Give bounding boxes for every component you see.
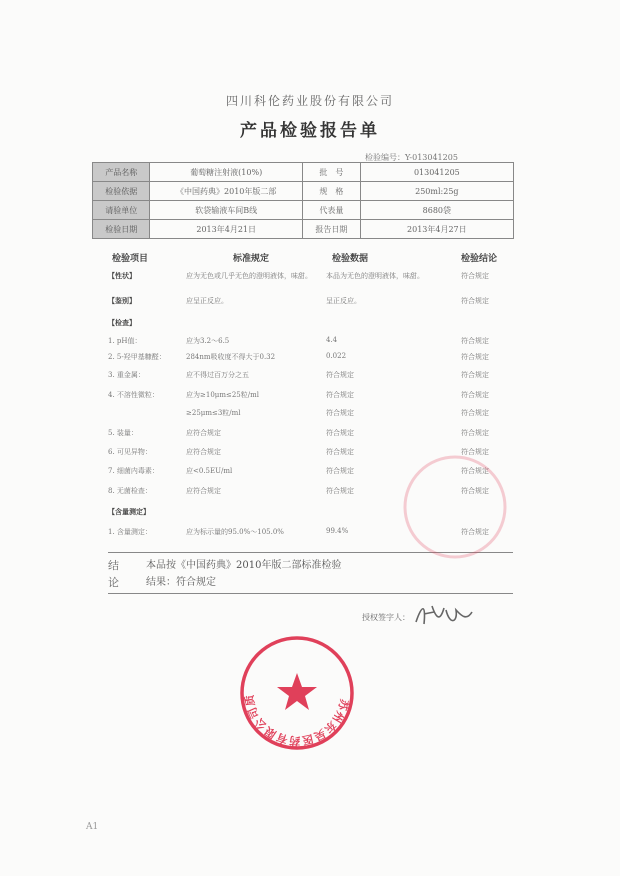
official-seal	[237, 633, 357, 757]
header-item: 检验项目	[112, 254, 149, 264]
result-item: 1. 含量测定：	[108, 528, 152, 536]
result-result: 符合规定	[461, 353, 489, 361]
result-result: 符合规定	[461, 337, 489, 345]
info-value: 软袋输液车间B线	[150, 201, 303, 220]
info-value: 葡萄糖注射液(10%)	[150, 163, 303, 182]
header-result: 检验结论	[461, 254, 498, 264]
result-item: 【性状】	[108, 271, 136, 280]
report-number: 检验编号：Y-013041205	[365, 153, 458, 162]
info-value: 2013年4月21日	[150, 220, 303, 239]
result-standard: 应符合规定	[186, 487, 221, 495]
result-result: 符合规定	[461, 409, 489, 417]
result-item: 5. 装量：	[108, 429, 138, 437]
result-standard: 应呈正反应。	[186, 297, 228, 305]
conclusion-line1: 本品按《中国药典》2010年版二部标准检验	[146, 560, 342, 571]
info-label: 报告日期	[302, 220, 360, 239]
info-value: 《中国药典》2010年版二部	[150, 182, 303, 201]
result-item: 1. pH值：	[108, 337, 142, 345]
result-result: 符合规定	[461, 272, 489, 280]
info-label: 代表量	[302, 201, 360, 220]
corner-mark: A1	[86, 822, 99, 832]
header-data: 检验数据	[332, 254, 369, 264]
result-data: 本品为无色的澄明液体，味甜。	[326, 272, 424, 280]
result-standard: 284nm吸收度不得大于0.32	[186, 353, 276, 361]
result-standard: 应为标示量的95.0%～105.0%	[186, 528, 284, 536]
result-data: 呈正反应。	[326, 297, 361, 305]
info-label: 请验单位	[93, 201, 150, 220]
faint-seal	[400, 452, 510, 566]
conclusion-line2: 结果：符合规定	[146, 577, 216, 588]
result-data: 符合规定	[326, 467, 354, 475]
result-standard: 应不得过百万分之五	[186, 371, 249, 379]
result-item: 7. 细菌内毒素：	[108, 467, 159, 475]
info-label: 检验依据	[93, 182, 150, 201]
header-standard: 标准规定	[233, 254, 270, 264]
result-result: 符合规定	[461, 429, 489, 437]
result-result: 符合规定	[461, 528, 489, 536]
conclusion-text	[146, 557, 341, 591]
handwritten-signature	[412, 600, 482, 634]
result-data: 符合规定	[326, 487, 354, 495]
seal-text: 苏州东吴医药有限公司质	[242, 693, 351, 748]
result-standard: 应符合规定	[186, 429, 221, 437]
signature-label: 授权签字人：	[362, 613, 410, 622]
result-data: 符合规定	[326, 409, 354, 417]
result-item: 4. 不溶性微粒：	[108, 391, 159, 399]
info-value: 8680袋	[360, 201, 513, 220]
info-value: 2013年4月27日	[360, 220, 513, 239]
info-value: 250ml:25g	[360, 182, 513, 201]
result-standard: 应为3.2～6.5	[186, 337, 230, 345]
result-data: 符合规定	[326, 448, 354, 456]
result-result: 符合规定	[461, 487, 489, 495]
result-item: 3. 重金属：	[108, 371, 145, 379]
result-data: 符合规定	[326, 391, 354, 399]
report-title: 产品检验报告单	[240, 121, 380, 141]
result-standard: 应符合规定	[186, 448, 221, 456]
result-item: 8. 无菌检查：	[108, 487, 152, 495]
result-data: 符合规定	[326, 429, 354, 437]
info-label: 规 格	[302, 182, 360, 201]
result-data: 4.4	[326, 336, 338, 344]
info-row	[93, 201, 514, 220]
result-data: 99.4%	[326, 527, 349, 535]
company-name: 四川科伦药业股份有限公司	[225, 94, 394, 108]
info-table	[92, 162, 514, 239]
info-row	[93, 220, 514, 239]
result-item: 2. 5-羟甲基糠醛：	[108, 353, 166, 361]
result-data: 符合规定	[326, 371, 354, 379]
info-label: 批 号	[302, 163, 360, 182]
result-item: 【鉴别】	[108, 296, 136, 305]
info-label: 产品名称	[93, 163, 150, 182]
result-item: 【含量测定】	[108, 507, 150, 516]
result-result: 符合规定	[461, 467, 489, 475]
result-result: 符合规定	[461, 297, 489, 305]
result-standard: 应为≥10μm≤25粒/ml	[186, 391, 259, 399]
result-result: 符合规定	[461, 448, 489, 456]
result-standard: ≥25μm≤3粒/ml	[186, 409, 241, 417]
result-data: 0.022	[326, 352, 347, 360]
info-row	[93, 182, 514, 201]
info-row	[93, 163, 514, 182]
info-value: 013041205	[360, 163, 513, 182]
result-item: 【检查】	[108, 318, 136, 327]
result-result: 符合规定	[461, 371, 489, 379]
result-item: 6. 可见异物：	[108, 448, 152, 456]
info-label: 检验日期	[93, 220, 150, 239]
result-standard: 应为无色或几乎无色的澄明液体，味甜。	[186, 272, 312, 280]
result-standard: 应<0.5EU/ml	[186, 467, 233, 475]
result-result: 符合规定	[461, 391, 489, 399]
conclusion-label: 结论	[108, 559, 119, 589]
